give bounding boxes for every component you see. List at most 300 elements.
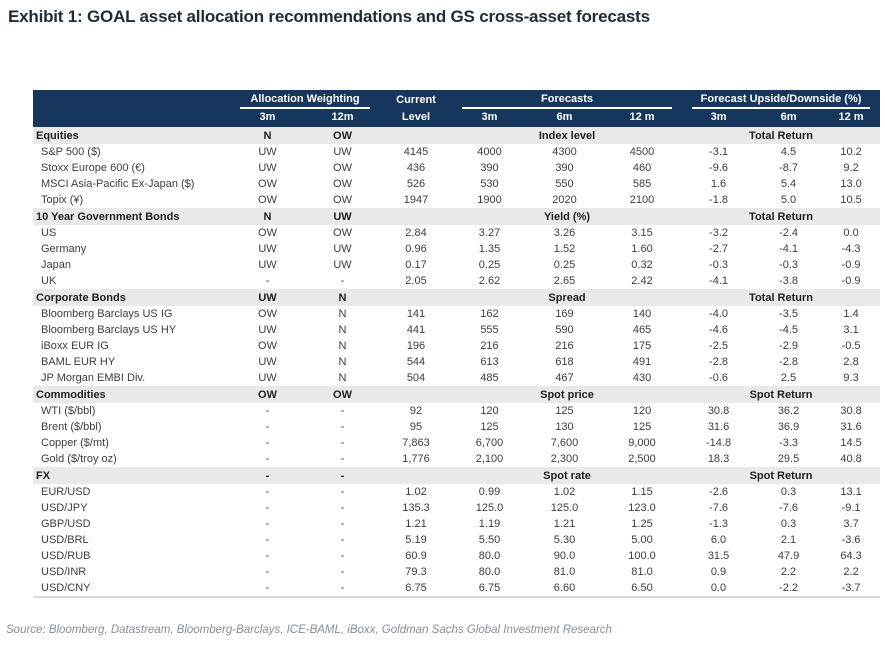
value-cell-1: - (340, 534, 345, 546)
value-cell-5: 100.0 (628, 550, 656, 562)
value-cell-7: 0.3 (780, 518, 797, 530)
header-sub-row (33, 109, 880, 127)
value-cell-0: - (265, 502, 270, 514)
asset-label: UK (41, 275, 57, 287)
value-cell-0: UW (258, 324, 277, 336)
value-cell-8: 13.0 (840, 178, 862, 190)
table-row (33, 144, 880, 160)
value-cell-6: 30.8 (707, 405, 730, 417)
value-cell-1: OW (333, 178, 352, 190)
value-cell-3: 555 (480, 324, 499, 336)
value-cell-0: - (265, 518, 270, 530)
section-spacer (380, 289, 452, 306)
section-name: Commodities (33, 386, 230, 403)
table-row (33, 338, 880, 354)
value-cell-0: OW (258, 340, 277, 352)
value-cell-7: -3.8 (779, 275, 799, 287)
value-cell-5: 465 (632, 324, 652, 336)
value-cell-7: -2.8 (779, 356, 799, 368)
value-cell-4: 1.02 (553, 486, 576, 498)
value-cell-7: -0.3 (779, 259, 799, 271)
value-cell-5: 1.60 (631, 243, 653, 255)
value-cell-7: 4.5 (780, 146, 797, 158)
value-cell-2: 7,863 (402, 437, 430, 449)
value-cell-4: 2,300 (550, 453, 579, 465)
asset-label: Germany (41, 243, 87, 255)
section-alloc-3m: UW (230, 289, 305, 306)
value-cell-2: 92 (409, 405, 423, 417)
value-cell-6: 0.0 (710, 582, 727, 594)
value-cell-3: 0.99 (478, 486, 501, 498)
table-row (33, 435, 880, 451)
value-cell-1: - (340, 566, 345, 578)
header-spacer (33, 109, 230, 127)
value-cell-7: -2.4 (779, 227, 799, 239)
value-cell-1: OW (333, 194, 352, 206)
value-cell-4: 125.0 (550, 502, 579, 514)
value-cell-1: - (340, 437, 345, 449)
value-cell-6: -14.8 (705, 437, 732, 449)
asset-label: WTI ($/bbl) (41, 405, 96, 417)
value-cell-3: 2,100 (475, 453, 504, 465)
value-cell-1: - (340, 486, 345, 498)
value-cell-1: N (338, 308, 347, 320)
value-cell-7: 2.5 (780, 372, 797, 384)
value-cell-2: 6.75 (405, 582, 427, 594)
value-cell-2: 95 (409, 421, 423, 433)
section-row (33, 208, 880, 225)
value-cell-2: 526 (406, 178, 426, 190)
value-cell-1: UW (333, 243, 352, 255)
asset-label: JP Morgan EMBI Div. (41, 372, 146, 384)
value-cell-5: 175 (632, 340, 652, 352)
header-spacer (33, 90, 230, 109)
table-row (33, 451, 880, 467)
section-alloc-12m: OW (305, 386, 380, 403)
value-cell-0: OW (258, 308, 277, 320)
value-cell-8: 30.8 (840, 405, 862, 417)
value-cell-8: 14.5 (840, 437, 862, 449)
value-cell-5: 6.50 (631, 582, 653, 594)
value-cell-2: 4145 (403, 146, 429, 158)
value-cell-8: -9.1 (841, 502, 861, 514)
table-row (33, 322, 880, 338)
value-cell-3: 80.0 (478, 566, 501, 578)
section-spacer (380, 208, 452, 225)
value-cell-4: 390 (555, 162, 574, 174)
value-cell-8: 1.4 (843, 308, 859, 320)
value-cell-7: 0.3 (780, 486, 797, 498)
col-header-alloc-12m: 12m (305, 109, 380, 127)
section-alloc-12m: - (305, 467, 380, 484)
value-cell-3: 2.62 (478, 275, 501, 287)
value-cell-1: OW (333, 227, 352, 239)
value-cell-3: 1.35 (478, 243, 501, 255)
value-cell-0: - (265, 534, 270, 546)
value-cell-7: -3.3 (779, 437, 799, 449)
value-cell-0: - (265, 550, 270, 562)
col-header-upside-12m: 12 m (822, 109, 880, 127)
value-cell-0: - (265, 275, 270, 287)
value-cell-6: -3.2 (709, 227, 729, 239)
value-cell-8: 9.3 (843, 372, 859, 384)
asset-label: EUR/USD (41, 486, 91, 498)
asset-label: Japan (41, 259, 71, 271)
value-cell-6: 0.9 (710, 566, 727, 578)
value-cell-2: 135.3 (402, 502, 430, 514)
value-cell-7: -3.5 (779, 308, 799, 320)
value-cell-8: -0.9 (841, 275, 861, 287)
section-alloc-3m: - (230, 467, 305, 484)
value-cell-1: N (338, 324, 347, 336)
header-group-row (33, 90, 880, 109)
col-header-forecast-3m: 3m (452, 109, 527, 127)
value-cell-5: 9,000 (628, 437, 656, 449)
value-cell-4: 4300 (552, 146, 577, 158)
value-cell-4: 467 (555, 372, 574, 384)
section-forecast-label: Index level (452, 127, 682, 144)
value-cell-2: 1.21 (405, 518, 427, 530)
value-cell-5: 140 (632, 308, 652, 320)
value-cell-8: 2.2 (843, 566, 859, 578)
value-cell-1: - (340, 518, 345, 530)
value-cell-4: 90.0 (553, 550, 576, 562)
value-cell-3: 125.0 (475, 502, 504, 514)
value-cell-8: 10.2 (840, 146, 862, 158)
value-cell-3: 6,700 (475, 437, 504, 449)
value-cell-5: 2,500 (628, 453, 656, 465)
value-cell-2: 2.84 (405, 227, 427, 239)
asset-label: S&P 500 ($) (41, 146, 101, 158)
col-group-upside-downside: Forecast Upside/Downside (%) (682, 90, 880, 109)
value-cell-4: 216 (555, 340, 574, 352)
value-cell-0: - (265, 421, 270, 433)
value-cell-1: UW (333, 146, 352, 158)
value-cell-3: 1.19 (478, 518, 501, 530)
value-cell-0: UW (258, 356, 277, 368)
section-alloc-12m: UW (305, 208, 380, 225)
value-cell-7: 36.2 (777, 405, 800, 417)
value-cell-4: 2020 (552, 194, 577, 206)
value-cell-0: - (265, 566, 270, 578)
value-cell-6: -0.6 (709, 372, 729, 384)
section-return-label: Spot Return (682, 467, 880, 484)
value-cell-5: 0.32 (631, 259, 653, 271)
value-cell-8: -3.6 (841, 534, 861, 546)
value-cell-3: 613 (480, 356, 499, 368)
value-cell-6: -7.6 (709, 502, 729, 514)
value-cell-6: -3.1 (709, 146, 729, 158)
value-cell-7: 5.4 (780, 178, 797, 190)
value-cell-1: OW (333, 162, 352, 174)
value-cell-4: 590 (555, 324, 574, 336)
value-cell-2: 504 (406, 372, 426, 384)
value-cell-4: 130 (555, 421, 574, 433)
value-cell-6: -4.1 (709, 275, 729, 287)
value-cell-4: 3.26 (553, 227, 576, 239)
value-cell-3: 4000 (477, 146, 502, 158)
value-cell-5: 460 (632, 162, 652, 174)
asset-label: USD/JPY (41, 502, 88, 514)
value-cell-4: 1.21 (553, 518, 576, 530)
value-cell-8: 40.8 (840, 453, 862, 465)
value-cell-3: 125 (480, 421, 499, 433)
section-return-label: Total Return (682, 127, 880, 144)
value-cell-1: - (340, 453, 345, 465)
section-alloc-3m: N (230, 127, 305, 144)
value-cell-4: 2.65 (553, 275, 576, 287)
section-alloc-12m: OW (305, 127, 380, 144)
value-cell-2: 436 (406, 162, 426, 174)
col-group-current: Current (380, 90, 452, 109)
asset-label: Stoxx Europe 600 (€) (41, 162, 145, 174)
col-header-upside-3m: 3m (682, 109, 755, 127)
table-row (33, 500, 880, 516)
section-row (33, 467, 880, 484)
table-row (33, 176, 880, 192)
value-cell-5: 120 (632, 405, 652, 417)
value-cell-1: N (338, 340, 347, 352)
value-cell-6: -4.0 (709, 308, 729, 320)
section-forecast-label: Yield (%) (452, 208, 682, 225)
value-cell-6: -1.8 (709, 194, 729, 206)
section-row (33, 289, 880, 306)
value-cell-7: -4.5 (779, 324, 799, 336)
table-row (33, 354, 880, 370)
table-row (33, 564, 880, 580)
value-cell-5: 2100 (629, 194, 655, 206)
table-row (33, 419, 880, 435)
section-name: FX (33, 467, 230, 484)
value-cell-6: -4.6 (709, 324, 729, 336)
table-row (33, 370, 880, 386)
value-cell-8: -3.7 (841, 582, 861, 594)
value-cell-5: 2.42 (631, 275, 653, 287)
value-cell-8: -4.3 (841, 243, 861, 255)
value-cell-7: -4.1 (779, 243, 799, 255)
value-cell-3: 6.75 (478, 582, 501, 594)
table-row (33, 548, 880, 564)
value-cell-5: 585 (632, 178, 652, 190)
forecast-table (33, 90, 880, 598)
table-row (33, 225, 880, 241)
value-cell-1: - (340, 502, 345, 514)
value-cell-2: 196 (406, 340, 426, 352)
value-cell-8: 13.1 (840, 486, 862, 498)
asset-label: USD/CNY (41, 582, 91, 594)
source-note: Source: Bloomberg, Datastream, Bloomberg-Barclays, ICE-BAML, iBoxx, Goldman Sachs Global Investment Research (6, 624, 612, 636)
value-cell-3: 120 (480, 405, 499, 417)
value-cell-4: 550 (555, 178, 574, 190)
section-return-label: Total Return (682, 289, 880, 306)
value-cell-2: 2.05 (405, 275, 427, 287)
value-cell-1: N (338, 356, 347, 368)
table-row (33, 516, 880, 532)
value-cell-6: -2.6 (709, 486, 729, 498)
value-cell-5: 5.00 (631, 534, 653, 546)
value-cell-0: OW (258, 178, 277, 190)
value-cell-1: - (340, 405, 345, 417)
value-cell-3: 0.25 (478, 259, 501, 271)
section-alloc-3m: N (230, 208, 305, 225)
value-cell-7: 2.1 (780, 534, 797, 546)
col-header-upside-6m: 6m (755, 109, 822, 127)
value-cell-6: -0.3 (709, 259, 729, 271)
exhibit-title: Exhibit 1: GOAL asset allocation recommendations and GS cross-asset forecasts (8, 7, 650, 26)
value-cell-5: 81.0 (631, 566, 653, 578)
asset-label: Copper ($/mt) (41, 437, 109, 449)
value-cell-7: -2.9 (779, 340, 799, 352)
value-cell-2: 0.96 (405, 243, 427, 255)
col-header-forecast-6m: 6m (527, 109, 602, 127)
table-row (33, 241, 880, 257)
value-cell-8: 2.8 (843, 356, 859, 368)
value-cell-0: OW (258, 227, 277, 239)
value-cell-3: 485 (480, 372, 499, 384)
value-cell-5: 123.0 (628, 502, 656, 514)
table-row (33, 192, 880, 208)
section-alloc-3m: OW (230, 386, 305, 403)
section-spacer (380, 386, 452, 403)
value-cell-6: 31.5 (707, 550, 730, 562)
value-cell-7: 29.5 (777, 453, 800, 465)
value-cell-0: UW (258, 146, 277, 158)
table-row (33, 580, 880, 597)
value-cell-6: 31.6 (707, 421, 730, 433)
value-cell-8: 9.2 (843, 162, 859, 174)
value-cell-0: OW (258, 194, 277, 206)
asset-label: Bloomberg Barclays US IG (41, 308, 173, 320)
value-cell-2: 544 (406, 356, 426, 368)
col-group-allocation-weighting: Allocation Weighting (230, 90, 380, 109)
asset-label: USD/RUB (41, 550, 91, 562)
value-cell-1: - (340, 550, 345, 562)
section-forecast-label: Spot price (452, 386, 682, 403)
col-header-forecast-12m: 12 m (602, 109, 682, 127)
table-row (33, 273, 880, 289)
value-cell-4: 618 (555, 356, 574, 368)
asset-label: Gold ($/troy oz) (41, 453, 117, 465)
value-cell-0: UW (258, 372, 277, 384)
asset-label: USD/BRL (41, 534, 89, 546)
value-cell-5: 430 (632, 372, 652, 384)
value-cell-5: 3.15 (631, 227, 653, 239)
value-cell-3: 1900 (477, 194, 502, 206)
value-cell-6: -2.7 (709, 243, 729, 255)
section-row (33, 386, 880, 403)
section-return-label: Total Return (682, 208, 880, 225)
value-cell-7: 2.2 (780, 566, 797, 578)
value-cell-6: 6.0 (710, 534, 727, 546)
section-name: 10 Year Government Bonds (33, 208, 230, 225)
value-cell-4: 5.30 (553, 534, 576, 546)
value-cell-3: 390 (480, 162, 499, 174)
section-spacer (380, 127, 452, 144)
value-cell-6: -1.3 (709, 518, 729, 530)
value-cell-4: 125 (555, 405, 574, 417)
value-cell-3: 216 (480, 340, 499, 352)
value-cell-8: 0.0 (843, 227, 859, 239)
value-cell-6: -2.8 (709, 356, 729, 368)
value-cell-7: 36.9 (777, 421, 800, 433)
value-cell-0: - (265, 405, 270, 417)
col-header-level: Level (380, 109, 452, 127)
value-cell-5: 1.15 (631, 486, 653, 498)
value-cell-8: 10.5 (840, 194, 862, 206)
value-cell-5: 4500 (629, 146, 655, 158)
table-row (33, 403, 880, 419)
value-cell-3: 162 (480, 308, 499, 320)
table-row (33, 160, 880, 176)
value-cell-4: 81.0 (553, 566, 576, 578)
value-cell-2: 441 (406, 324, 426, 336)
table-row (33, 257, 880, 273)
value-cell-1: - (340, 275, 345, 287)
value-cell-2: 79.3 (405, 566, 427, 578)
value-cell-0: - (265, 486, 270, 498)
value-cell-8: -0.5 (841, 340, 861, 352)
value-cell-2: 60.9 (405, 550, 427, 562)
value-cell-1: - (340, 582, 345, 594)
value-cell-6: 18.3 (707, 453, 730, 465)
value-cell-5: 125 (632, 421, 652, 433)
value-cell-5: 1.25 (631, 518, 653, 530)
value-cell-0: UW (258, 162, 277, 174)
value-cell-7: -7.6 (779, 502, 799, 514)
value-cell-3: 3.27 (478, 227, 501, 239)
value-cell-7: 47.9 (777, 550, 800, 562)
value-cell-1: - (340, 421, 345, 433)
value-cell-8: 3.1 (843, 324, 859, 336)
section-spacer (380, 467, 452, 484)
value-cell-7: 5.0 (780, 194, 797, 206)
value-cell-3: 530 (480, 178, 499, 190)
value-cell-4: 7,600 (550, 437, 579, 449)
value-cell-2: 5.19 (405, 534, 427, 546)
table-row (33, 484, 880, 500)
asset-label: Topix (¥) (41, 194, 84, 206)
section-alloc-12m: N (305, 289, 380, 306)
col-group-forecasts: Forecasts (452, 90, 682, 109)
value-cell-4: 169 (555, 308, 574, 320)
section-name: Equities (33, 127, 230, 144)
asset-label: iBoxx EUR IG (41, 340, 109, 352)
value-cell-1: UW (333, 259, 352, 271)
value-cell-2: 1,776 (402, 453, 430, 465)
value-cell-5: 491 (632, 356, 652, 368)
value-cell-0: UW (258, 243, 277, 255)
value-cell-2: 1947 (403, 194, 429, 206)
value-cell-2: 1.02 (405, 486, 427, 498)
table-header (33, 90, 880, 127)
table-row (33, 306, 880, 322)
section-forecast-label: Spread (452, 289, 682, 306)
value-cell-7: -8.7 (779, 162, 799, 174)
value-cell-2: 141 (406, 308, 426, 320)
asset-label: Bloomberg Barclays US HY (41, 324, 177, 336)
value-cell-1: N (338, 372, 347, 384)
value-cell-6: -2.5 (709, 340, 729, 352)
asset-label: US (41, 227, 57, 239)
value-cell-8: 31.6 (840, 421, 862, 433)
table-body (33, 127, 880, 597)
value-cell-0: - (265, 453, 270, 465)
value-cell-0: - (265, 437, 270, 449)
asset-label: USD/INR (41, 566, 87, 578)
section-forecast-label: Spot rate (452, 467, 682, 484)
value-cell-2: 0.17 (405, 259, 427, 271)
section-return-label: Spot Return (682, 386, 880, 403)
